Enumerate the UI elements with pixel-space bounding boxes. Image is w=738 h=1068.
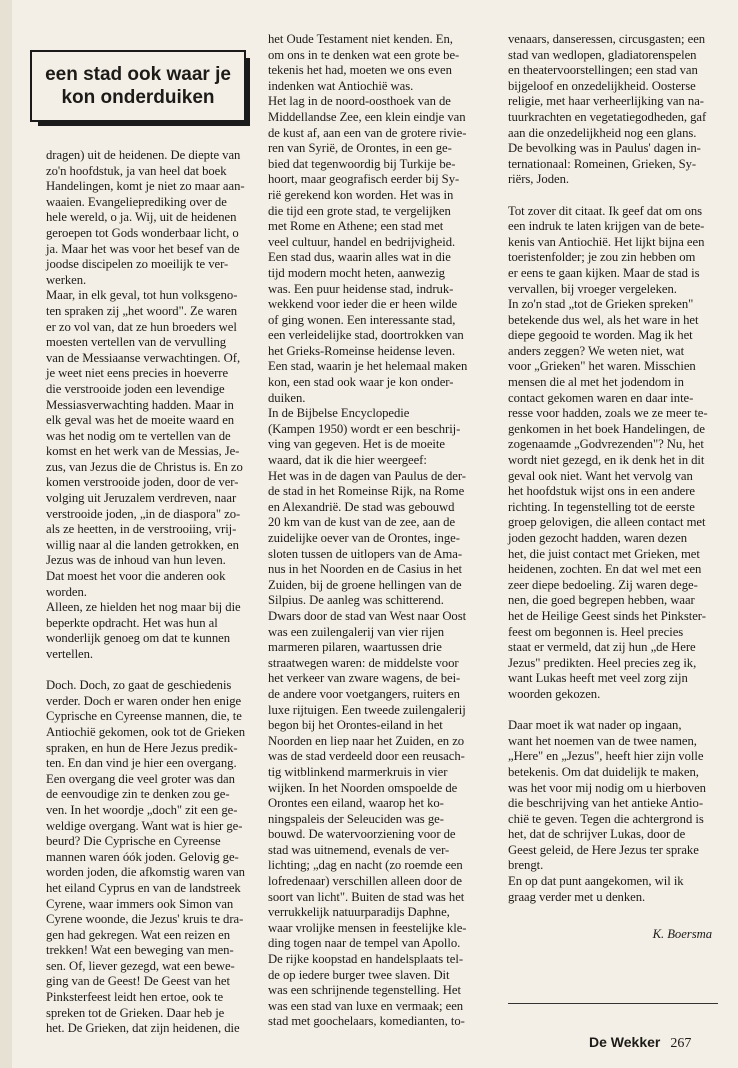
column-1 bbox=[46, 148, 260, 1037]
quote-paragraph: venaars, danseressen, circusgasten; een stad van wedlopen, gladiatorenspelen en theatervoorstellingen; een stad van bijgeloof en onzedelijkheid. Oosterse religie, met haar verheerlijking van na- tuurkrachten en vegetatiegodheden, gaf aan die onzedelijkheid nog een glans. De bevolking was in Paulus' dagen in- ternationaal: Romeinen, Grieken, Sy- riërs, Joden. bbox=[508, 32, 707, 187]
magazine-page bbox=[12, 0, 738, 1068]
paragraph: Alleen, ze hielden het nog maar bij die beperkte opdracht. Het was hun al wonderlijk genoeg om dat te kunnen vertellen. bbox=[46, 600, 241, 661]
paragraph: Tot zover dit citaat. Ik geef dat om ons een indruk te laten krijgen van de bete- kenis van Antiochië. Het lijkt bijna een toeristenfolder; je zou zin hebben om er eens te gaan kijken. Maar de stad is vervallen, bij vroeger vergeleken. bbox=[508, 203, 705, 296]
paragraph: In de Bijbelse Encyclopedie (Kampen 1950) wordt er een beschrij- ving van gegeven. Het is de moeite waard, dat ik die hier weergeef: bbox=[268, 406, 461, 468]
paragraph: het Oude Testament niet kenden. En, om ons in te denken wat een grote be- tekenis het had, moeten we ons even indenken wat Antiochië was. bbox=[268, 32, 460, 93]
paragraph: dragen) uit de heidenen. De diepte van zo'n hoofdstuk, ja van heel dat boek Handelingen, komt je niet zo maar aan- waaien. Evangelieprediking over de hele wereld, o ja. Wij, uit de heidenen geroepen tot Gods wonderbaar licht, o ja. Maar het was voor het besef van de joodse discipelen zo moeilijk te ver- werken. bbox=[46, 148, 245, 287]
paragraph: Daar moet ik wat nader op ingaan, want het noemen van de twee namen, „Here" en „Jezus", heeft hier zijn volle betekenis. Om dat duidelijk te maken, was het voor mij nodig om u hierboven die beschrijving van het antieke Antio- chië te geven. Tegen die achtergrond is het, dat de schrijver Lukas, door de Geest geleid, de Here Jezus ter sprake brengt. bbox=[508, 718, 706, 873]
author-signature: K. Boersma bbox=[652, 927, 712, 942]
article-title-box bbox=[30, 50, 246, 122]
magazine-name: De Wekker bbox=[589, 1034, 661, 1050]
article-title: een stad ook waar je kon onderduiken bbox=[45, 64, 231, 108]
paragraph: Doch. Doch, zo gaat de geschiedenis verder. Doch er waren onder hen enige Cyprische en Cyreense mannen, die, te Antiochië gekomen, ook tot de Grieken spraken, en hun de Here Jezus predik- ten. En dan vind je hier een overgang. Een overgang die veel groter was dan de eenvoudige zin te denken zou ge- ven. In het woordje „doch" zit een ge- weldige overgang. Want wat is hier ge- beurd? Die Cyprische en Cyreense mannen waren óók joden. Gelovig ge- worden joden, die afkomstig waren van het eiland Cyprus en van de landstreek Cyrene, waar immers ook Simon van Cyrene woonde, die Jezus' kruis te dra- gen had gekregen. Wat een reizen en trekken! Wat een beweging van men- sen. Of, liever gezegd, wat een bewe- ging van de Geest! De Geest van het Pinksterfeest leidt hen ertoe, ook te spreken tot de Grieken. Daar heb je het. De Grieken, dat zijn heidenen, die bbox=[46, 678, 245, 1036]
closing-rule bbox=[508, 1003, 718, 1004]
page-footer bbox=[589, 1034, 691, 1052]
paragraph: Het lag in de noord-oosthoek van de Middellandse Zee, een klein eindje van de kust af, aan een van de grotere rivie- ren van Syrië, de Orontes, in een ge- bied dat tegenwoordig bij Turkije be- hoort, maar geografisch eerder bij Sy- rië gerekend kon worden. Het was in die tijd een grote stad, te vergelijken met Rome en Athene; een stad met veel cultuur, handel en bedrijvigheid. Een stad dus, waarin alles wat in die tijd modern mocht heten, aanwezig was. Een puur heidense stad, indruk- wekkend voor ieder die er heen wilde of ging wonen. Een interessante stad, een verleidelijke stad, doortrokken van het Grieks-Romeinse heidense leven. Een stad, waarin je het helemaal maken kon, een stad ook waar je kon onder- duiken. bbox=[268, 94, 468, 405]
paragraph: En op dat punt aangekomen, wil ik graag verder met u denken. bbox=[508, 874, 684, 904]
column-3 bbox=[508, 32, 730, 943]
paragraph: Maar, in elk geval, tot hun volksgeno- ten spraken zij „het woord". Ze waren er zo vol van, dat ze hun broeders wel moesten vertellen van de vervulling van de Messiaanse verwachtingen. Of, je weet niet eens precies in hoeverre die verstrooide joden een levendige Messiasverwachting hadden. Maar in elk geval was het de moeite waard en was het nodig om te vertellen van de komst en het werk van de Messias, Je- zus, van Jezus die de Christus is. En zo komen verstrooide joden, door de ver- volging uit Jeruzalem verdreven, naar verstrooide joden, „in de diaspora" zo- als ze heetten, in de verstrooiing, vrij- willig naar al die landen getrokken, en Jezus was de inhoud van hun leven. Dat moest het voor die anderen ook worden. bbox=[46, 288, 243, 599]
paragraph: In zo'n stad „tot de Grieken spreken" betekende dus wel, als het ware in het diepe gegooid te worden. Mag ik het anders zeggen? We weten niet, wat voor „Grieken" het waren. Misschien mensen die al met het jodendom in contact gekomen waren en daar inte- resse voor hadden, zoals we ze meer te- genkomen in het boek Handelingen, de zogenaamde „Godvrezenden"? Nu, het wordt niet gezegd, en ik denk het in dit geval ook niet. Want het vervolg van het hoofdstuk wijst ons in een andere richting. In tegenstelling tot de eerste groep gelovigen, die alleen contact met joden gezocht hadden, waren dezen het, die juist contact met Grieken, met heidenen, zochten. En dat wel met een zeer diepe bedoeling. Zij waren dege- nen, die goed begrepen hebben, waar het de Heilige Geest sinds het Pinkster- feest om begonnen is. Heel precies staat er vermeld, dat zij hun „de Here Jezus" predikten. Heel precies zeg ik, want Lukas heeft met veel zorg zijn woorden gekozen. bbox=[508, 297, 708, 701]
page-number: 267 bbox=[670, 1036, 692, 1051]
quote-paragraph: Het was in de dagen van Paulus de der- de stad in het Romeinse Rijk, na Rome en Alexandrië. De stad was gebouwd 20 km van de kust van de zee, aan de zuidelijke oever van de Orontes, inge- sloten tussen de uitlopers van de Ama- nus in het Noorden en de Casius in het Zuiden, bij de groene hellingen van de Silpius. De aanleg was schitterend. Dwars door de stad van West naar Oost was een zuilengalerij van vier rijen marmeren pilaren, waartussen drie straatwegen waren: de middelste voor het verkeer van zware wagens, de bei- de andere voor voetgangers, ruiters en luxe rijtuigen. Een tweede zuilengalerij begon bij het Orontes-eiland in het Noorden en liep naar het Zuiden, en zo was de stad verdeeld door een reusach- tig witblinkend marmerkruis in vier wijken. In het Noorden omspoelde de Orontes een eiland, waarop het ko- ningspaleis der Seleuciden was ge- bouwd. De watervoorziening voor de stad was uitnemend, evenals de ver- lichting; „dag en nacht (zo roemde een lofredenaar) verschillen alleen door de soort van licht". Buiten de stad was het verrukkelijk natuurparadijs Daphne, waar vrolijke mensen in feestelijke kle- ding togen naar de tempel van Apollo. De rijke koopstad en handelsplaats tel- de op iedere burger twee slaven. Dit was een schrijnende tegenstelling. Het was een stad van luxe en vermaak; een stad met goochelaars, komedianten, to- bbox=[268, 468, 467, 1029]
column-2 bbox=[268, 32, 486, 1030]
